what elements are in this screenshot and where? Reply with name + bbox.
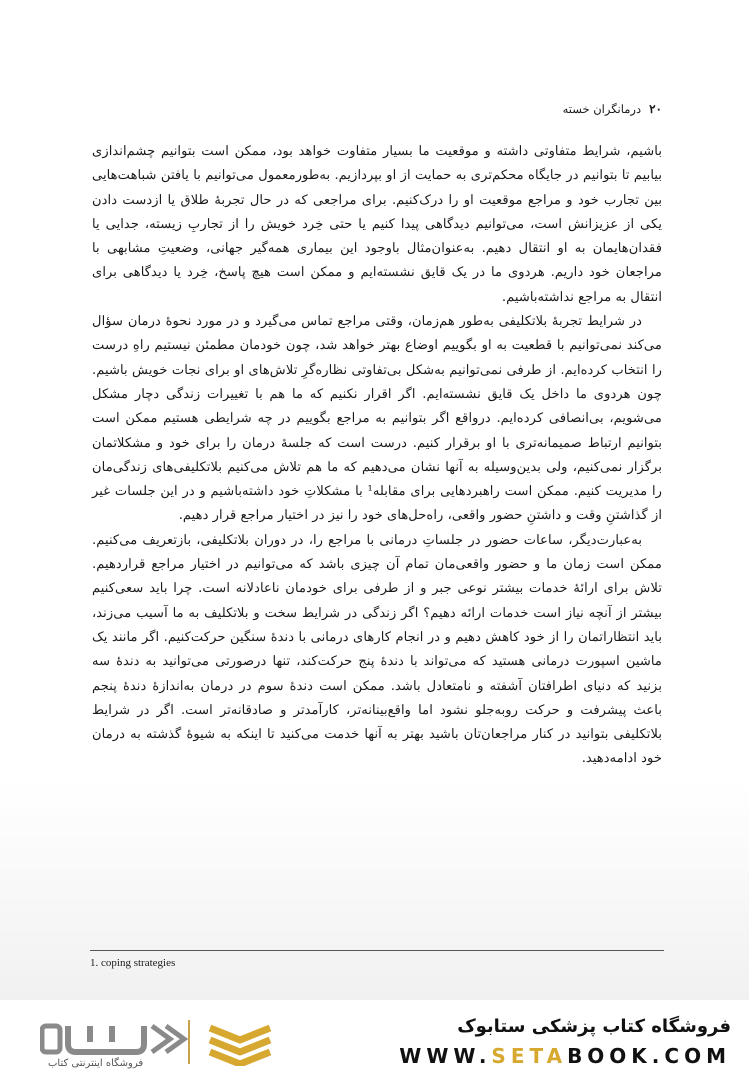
logo-tagline: فروشگاه اینترنتی کتاب — [48, 1058, 144, 1069]
url-accent: SETA — [491, 1044, 568, 1068]
book-stack-icon — [205, 1020, 275, 1066]
running-title: درمانگران خسته — [562, 102, 642, 116]
footnote-divider — [90, 950, 664, 951]
store-url[interactable] — [399, 1044, 731, 1068]
store-name: فروشگاه کتاب پزشکی ستابوک — [457, 1016, 731, 1037]
url-prefix: WWW. — [399, 1044, 492, 1068]
page-header — [92, 100, 662, 118]
store-banner — [0, 1000, 749, 1079]
body-text — [92, 140, 662, 772]
paragraph-2: در شرایط تجربهٔ بلاتکلیفی به‌طور هم‌زمان، وقتی مراجع تماس می‌گیرد و در مورد نحوهٔ درمان سؤال می‌کند نمی‌توانیم با قطعیت به او بگوییم اوضاع بهتر خواهد شد، چون خودمان مطمئن نیستیم راهِ درست را انتخاب کرده‌ایم. از طرفی نمی‌توانیم به‌شکل بی‌تفاوتی نظاره‌گرِ تلاش‌های او برای نجات خویش باشیم. چون هردوی ما داخل یک قایق نشسته‌ایم. اگر اقرار نکنیم که ما هم با تغییرات زندگی دچار مشکل می‌شویم، بی‌انصافی کرده‌ایم. درواقع اگر بتوانیم به مراجع بگوییم در چه شرایطی هستیم ممکن است بتوانیم ارتباط صمیمانه‌تری با او برقرار کنیم. درست است که جلسهٔ درمان را برای خود و مشکلاتمان برگزار نمی‌کنیم، ولی بدین‌وسیله به آنها نشان می‌دهیم که ما هم تلاش می‌کنیم بلاتکلیفی‌های زندگی‌مان را مدیریت کنیم. ممکن است راهبردهایی برای مقابله¹ با مشکلاتِ خود داشته‌باشیم و در این جلسات غیر از گذاشتنِ وقت و داشتنِ حضور واقعی، راه‌حل‌های خود را نیز در اختیار مراجع قرار دهیم. — [92, 314, 662, 524]
logo-separator — [188, 1020, 190, 1064]
url-suffix: BOOK.COM — [567, 1044, 731, 1068]
paragraph-3: به‌عبارت‌دیگر، ساعات حضور در جلساتِ درمانی با مراجع را، در دوران بلاتکلیفی، باز‌تعریف می‌کنیم. ممکن است زمان ما و حضور واقعی‌مان تمام آن چیزی باشد که می‌توانیم در اختیار مراجع قراردهیم. تلاش برای ارائهٔ خدمات بیشتر نوعی جبر و از طرفی برای خودمان ناعادلانه است. چرا باید سعی‌کنیم بیشتر از آنچه نیاز است خدمات ارائه دهیم؟ اگر زندگی در شرایط سخت و بلاتکلیف به ما آسیب می‌زند، باید انتظاراتمان را از خود کاهش دهیم و در انجام کارهای درمانی با دندهٔ سنگین حرکت‌کنیم. اگر مانند یک ماشین اسپورت درمانی هستید که می‌تواند با دندهٔ پنج حرکت‌کند، تنها درصورتی می‌توانید به دندهٔ سه بزنید که دنیای اطرافتان آشفته و نامتعادل باشد. ممکن است دندهٔ سوم در درمان به‌اندازهٔ دندهٔ پنجم باعث پیشرفت و حرکت روبه‌جلو نشود اما واقع‌بینانه‌تر، کارآمدتر و صادقانه‌تر است. اگر در شرایط بلاتکلیفی بتوانید در کنار مراجعان‌تان باشید بهتر به آنها خدمت می‌کنید تا اینکه به شیوهٔ گذشته به درمان خود ادامه‌دهید. — [92, 532, 662, 767]
page-number: ۲۰ — [649, 102, 662, 116]
paragraph-1: باشیم، شرایط متفاوتی داشته و موقعیت ما بسیار متفاوت خواهد بود، ممکن است بتوانیم چشم‌اندازی بیابیم تا بتوانیم در جایگاه محکم‌تری به حمایت از او بپردازیم. به‌طورمعمول می‌توانیم با یافتن شباهت‌هایی بین تجارب خود و مراجع موقعیت او را درک‌کنیم. برای مراجعی که در حال تجربهٔ طلاق یا ازدست دادن یکی از عزیزانش است، می‌توانیم دیدگاهی پیدا کنیم یا حتی خِرد خویش را از تجاربِ زیسته، جدایی یا فقدان‌هایمان به او انتقال دهیم. به‌عنوان‌مثال باوجود این بیماری همه‌گیر جهانی، وضعیتِ مشابهی با مراجعان خود داریم. هردوی ما در یک قایق نشسته‌ایم و ممکن است هیچ پاسخ، خِرد یا دیدگاهی برای انتقال به مراجع نداشته‌باشیم. — [92, 144, 662, 305]
footnote: 1. coping strategies — [90, 957, 176, 969]
